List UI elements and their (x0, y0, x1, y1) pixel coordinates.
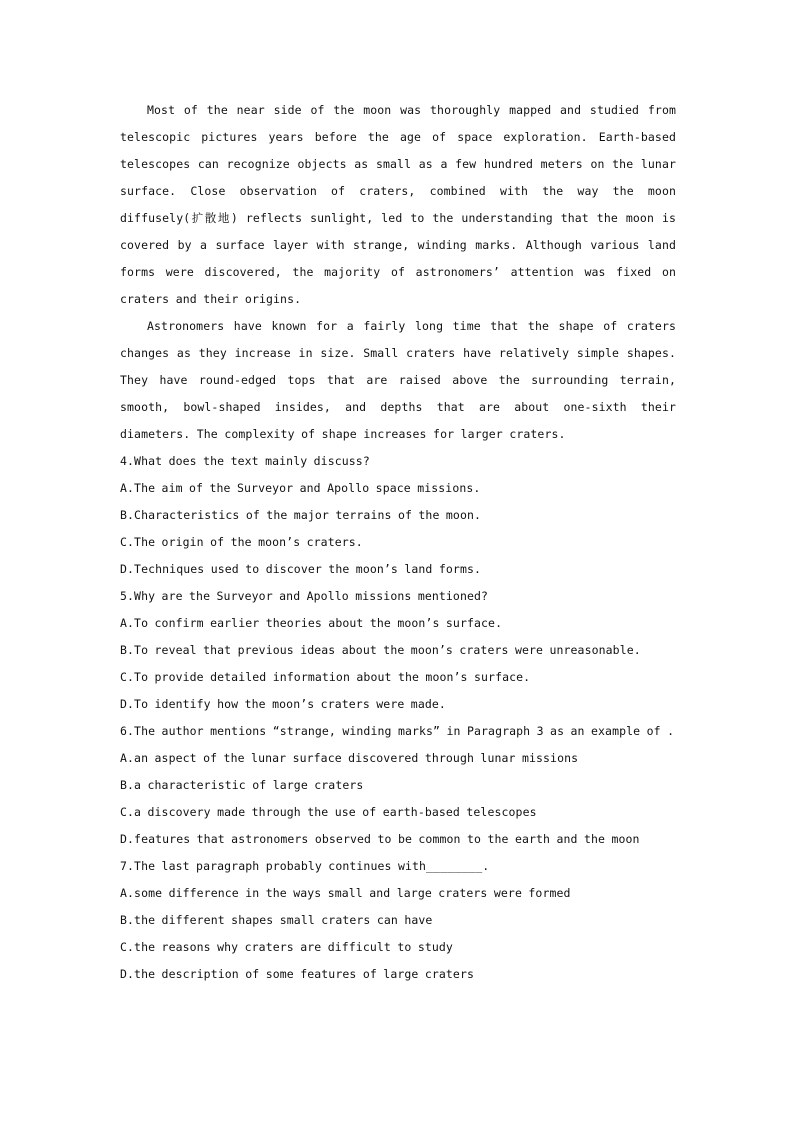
option-a: A.The aim of the Surveyor and Apollo space missions. (120, 481, 481, 495)
question-6 (120, 718, 676, 853)
document-page (120, 97, 676, 988)
question-7 (120, 853, 676, 988)
option-c: C.To provide detailed information about the moon’s surface. (120, 670, 531, 684)
option-a: A.an aspect of the lunar surface discovered through lunar missions (120, 751, 579, 765)
question-stem: 6.The author mentions “strange, winding marks” in Paragraph 3 as an example of . (120, 724, 675, 738)
question-stem: 5.Why are the Surveyor and Apollo missions mentioned? (120, 589, 489, 603)
option-d: D.To identify how the moon’s craters were made. (120, 697, 446, 711)
option-a: A.To confirm earlier theories about the moon’s surface. (120, 616, 503, 630)
option-b: B.the different shapes small craters can have (120, 913, 433, 927)
question-4 (120, 448, 676, 583)
option-c: C.the reasons why craters are difficult to study (120, 940, 453, 954)
option-d: D.Techniques used to discover the moon’s land forms. (120, 562, 482, 576)
option-d: D.the description of some features of large craters (120, 967, 475, 981)
question-5 (120, 583, 676, 718)
option-c: C.The origin of the moon’s craters. (120, 535, 363, 549)
option-b: B.Characteristics of the major terrains of the moon. (120, 508, 482, 522)
option-b: B.To reveal that previous ideas about the moon’s craters were unreasonable. (120, 643, 641, 657)
option-b: B.a characteristic of large craters (120, 778, 364, 792)
option-c: C.a discovery made through the use of earth-based telescopes (120, 805, 537, 819)
option-d: D.features that astronomers observed to be common to the earth and the moon (120, 832, 640, 846)
question-stem: 4.What does the text mainly discuss? (120, 454, 370, 468)
passage-paragraph-1: Most of the near side of the moon was thoroughly mapped and studied from telescopic pictures years before the age of space exploration. Earth-based telescopes can recognize objects as small as a few hundred meters on the lunar surface. Close observation of craters, combined with the way the moon diffusely(扩散地) reflects sunlight, led to the understanding that the moon is covered by a surface layer with strange, winding marks. Although various land forms were discovered, the majority of astronomers’ attention was fixed on craters and their origins. (120, 103, 676, 306)
question-stem: 7.The last paragraph probably continues with________. (120, 859, 490, 873)
option-a: A.some difference in the ways small and large craters were formed (120, 886, 571, 900)
passage-paragraph-2: Astronomers have known for a fairly long time that the shape of craters changes as they increase in size. Small craters have relatively simple shapes. They have round-edged tops that are raised above the surrounding terrain, smooth, bowl-shaped insides, and depths that are about one-sixth their diameters. The complexity of shape increases for larger craters. (120, 319, 676, 441)
